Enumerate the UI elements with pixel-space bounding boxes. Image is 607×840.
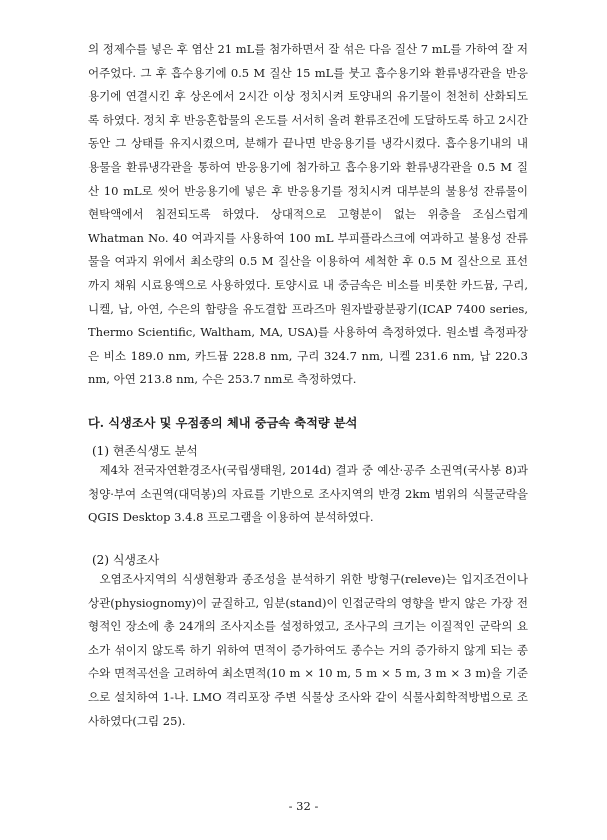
page-number: - 32 -: [288, 799, 319, 813]
subsection-heading-vegetation-survey: (2) 식생조사: [92, 553, 160, 567]
body-paragraph-vegetation-map: 제4차 전국자연환경조사(국립생태원, 2014d) 결과 중 예산·공주 소권역(국사봉 8)과 청양·부여 소권역(대덕봉)의 자료를 기반으로 조사지역의 반경 2km 범위의 식물군락을 QGIS Desktop 3.4.8 프로그램을 이용하여 분석하였다.: [88, 463, 528, 525]
subsection-heading-vegetation-map: (1) 현존식생도 분석: [92, 444, 198, 458]
section-heading: 다. 식생조사 및 우점종의 체내 중금속 축적량 분석: [88, 416, 358, 430]
body-paragraph-soil-analysis: 의 정제수를 넣은 후 염산 21 mL를 첨가하면서 잘 섞은 다음 질산 7 mL를 가하여 잘 저어주었다. 그 후 흡수용기에 0.5 M 질산 15 mL를 붓고 흡수용기와 환류냉각관을 반응용기에 연결시킨 후 상온에서 2시간 이상 정치시켜 토양내의 유기물이 천천히 산화되도록 하였다. 정치 후 반응혼합물의 온도를 서서히 올려 환류조건에 도달하도록 하고 2시간 동안 그 상태를 유지시켰으며, 분해가 끝나면 반응용기를 냉각시켰다. 흡수용기내의 내용물을 환류냉각관을 통하여 반응용기에 첨가하고 흡수용기와 환류냉각관을 0.5 M 질산 10 mL로 씻어 반응용기에 넣은 후 반응용기를 정치시켜 대부분의 불용성 잔류물이 현탁액에서 침전되도록 하였다. 상대적으로 고형분이 없는 위층을 조심스럽게 Whatman No. 40 여과지를 사용하여 100 mL 부피플라스크에 여과하고 불용성 잔류물을 여과지 위에서 최소량의 0.5 M 질산을 이용하여 세척한 후 0.5 M 질산으로 표선까지 채워 시료용액으로 사용하였다. 토양시료 내 중금속은 비소를 비롯한 카드뮴, 구리, 니켈, 납, 아연, 수은의 함량을 유도결합 프라즈마 원자발광분광기(ICAP 7400 series, Thermo Scientific, Waltham, MA, USA)를 사용하여 측정하였다. 원소별 측정파장은 비소 189.0 nm, 카드뮴 228.8 nm, 구리 324.7 nm, 니켈 231.6 nm, 납 220.3 nm, 아연 213.8 nm, 수은 253.7 nm로 측정하였다.: [88, 42, 528, 387]
body-paragraph-vegetation-survey: 오염조사지역의 식생현황과 종조성을 분석하기 위한 방형구(releve)는 입지조건이나 상관(physiognomy)이 균질하고, 임분(stand)이 인접군락의 영향을 받지 않은 가장 전형적인 장소에 총 24개의 조사지소를 설정하였고, 조사구의 크기는 이질적인 군락의 요소가 섞이지 않도록 하기 위하여 면적이 증가하여도 종수는 거의 증가하지 않게 되는 종수와 면적곡선을 고려하여 최소면적(10 m × 10 m, 5 m × 5 m, 3 m × 3 m)을 기준으로 설치하여 1-나. LMO 격리포장 주변 식물상 조사와 같이 식물사회학적방법으로 조사하였다(그림 25).: [88, 572, 528, 728]
